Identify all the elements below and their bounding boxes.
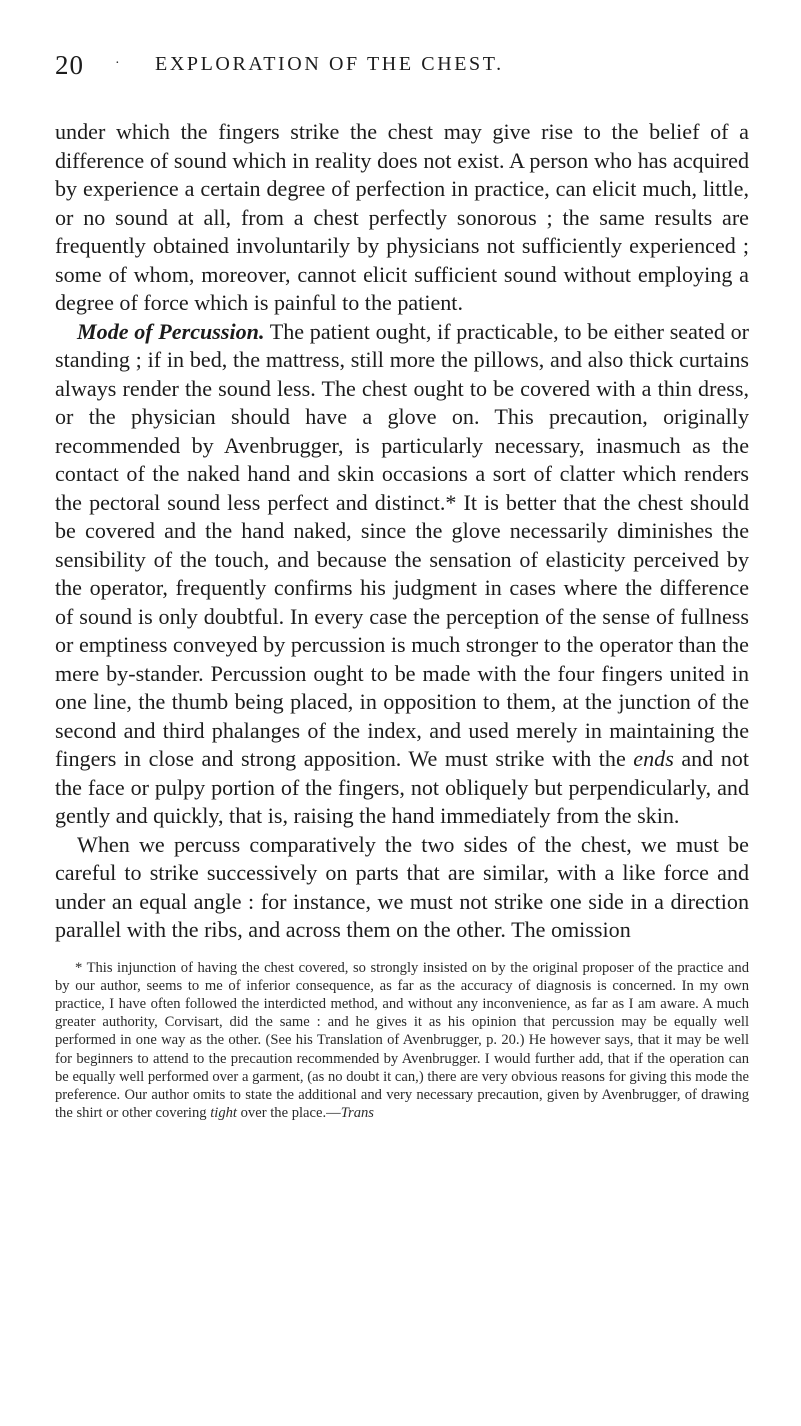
paragraph-text: The patient ought, if practicable, to be either seated or standing ; if in bed, the mattress, still more the pillows, and also thick curtains always render the sound less. The chest ought to be covered with a thin dress, or the physician should have a glove on. This precaution, originally recommended by Avenbrugger, is particularly necessary, inasmuch as the contact of the naked hand and skin occasions a sort of clatter which renders the pectoral sound less perfect and distinct.* It is better that the chest should be covered and the hand naked, since the glove necessarily diminishes the sensibility of the touch, and because the sensation of elasticity perceived by the operator, frequently confirms his judgment in cases where the difference of sound is only doubtful. In every case the perception of the sense of fullness or emptiness conveyed by percussion is much stronger to the operator than the mere by-stander. Percussion ought to be made with the four fingers united in one line, the thumb being placed, in opposition to them, at the junction of the second and third phalanges of the index, and used merely in maintaining the fingers in close and strong apposition. We must strike with the: [55, 318, 749, 771]
page-number: 20: [55, 50, 84, 80]
footnote: [55, 959, 749, 1123]
footnote-signature: Trans: [340, 1105, 374, 1122]
paragraph-comparative-percussion: When we percuss comparatively the two sides of the chest, we must be careful to strike successively on parts that are similar, with a like force and under an equal angle : for instance, we must not strike one side in a direction parallel with the ribs, and across them on the other. The omission: [55, 831, 749, 942]
page-mark: ·: [115, 56, 120, 71]
paragraph-continuation: under which the fingers strike the chest may give rise to the belief of a difference of sound which in reality does not exist. A person who has acquired by experience a certain degree of perfection in practice, can elicit much, little, or no sound at all, from a chest perfectly sonorous ; the same results are frequently obtained involuntarily by physicians not sufficiently experienced ; some of whom, moreover, cannot elicit sufficient sound without employing a degree of force which is painful to the patient.: [55, 119, 749, 315]
body-text: [55, 118, 749, 945]
paragraph-text: and not the face or pulpy portion of the fingers, not obliquely but perpendicularly, and gently and quickly, that is, raising the hand immediately from the skin.: [55, 746, 749, 828]
footnote-text: * This injunction of having the chest covered, so strongly insisted on by the original proposer of the practice and by our author, seems to me of inferior consequence, as far as the accuracy of diagnosis is concerned. In my own practice, I have often followed the interdicted method, and without any inconvenience, as far as I am aware. A much greater authority, Corvisart, did the same : and he gives it as his opinion that percussion may be equally well performed in one way as the other. (See his Translation of Avenbrugger, p. 20.) He however says, that it may be well for beginners to attend to the precaution recommended by Avenbrugger. I would further add, that if the operation can be equally well performed over a garment, (as no doubt it can,) there are very obvious reasons for giving this mode the preference. Our author omits to state the additional and very necessary precaution, given by Avenbrugger, of drawing the shirt or other covering: [55, 959, 749, 1122]
emphasis-text: ends: [633, 746, 674, 771]
footnote-emphasis: tight: [210, 1105, 237, 1122]
footnote-text: over the place.—: [236, 1105, 341, 1122]
running-head: [55, 50, 749, 90]
section-heading: Mode of Percussion.: [77, 318, 265, 344]
running-title: EXPLORATION OF THE CHEST.: [155, 53, 504, 75]
paragraph-mode-of-percussion: [55, 318, 749, 831]
